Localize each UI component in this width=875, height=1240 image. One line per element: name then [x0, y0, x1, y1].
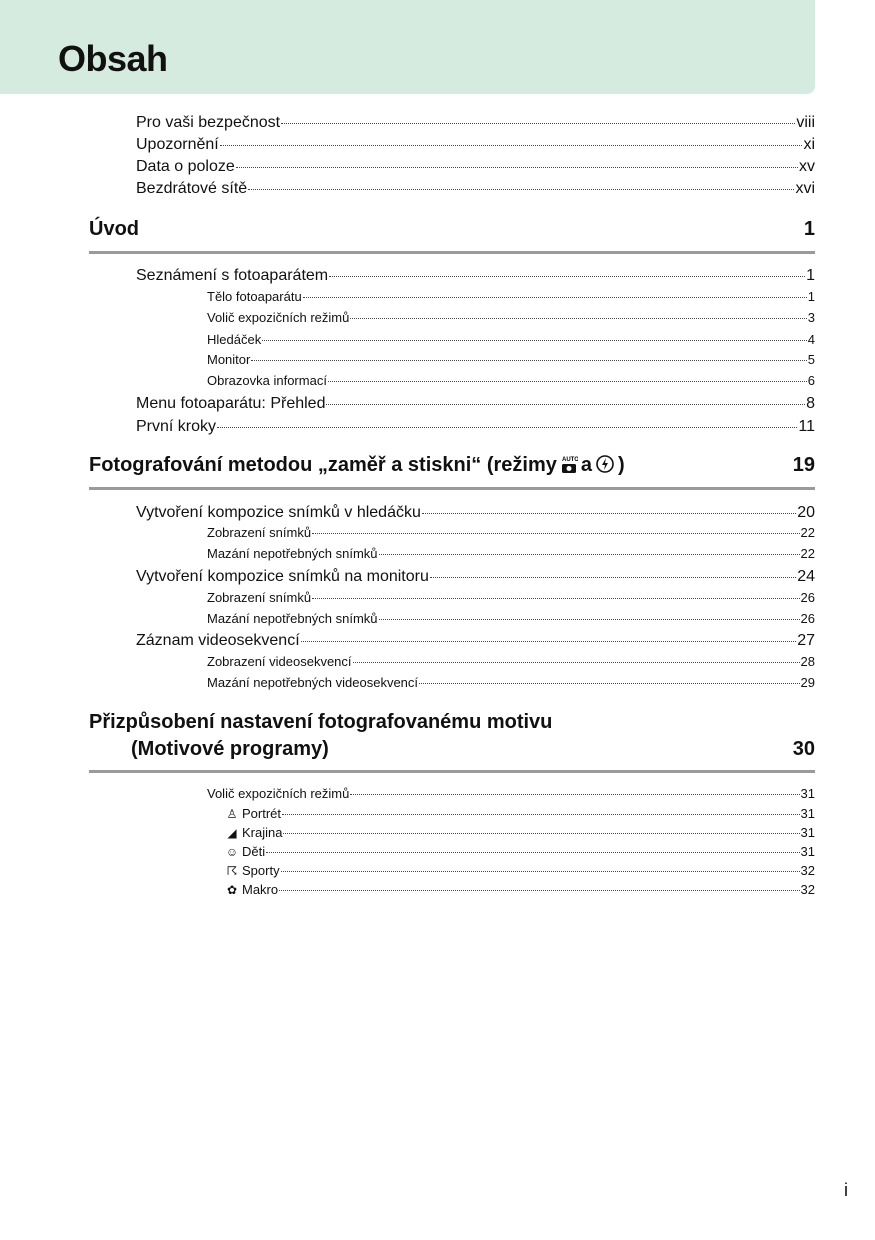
toc-entry[interactable] [207, 373, 815, 388]
dot-leader [312, 598, 799, 599]
dot-leader [248, 189, 794, 190]
toc-entry-label: Zobrazení videosekvencí [207, 654, 352, 669]
toc-entry-page: 11 [798, 418, 815, 435]
toc-entry[interactable] [207, 590, 815, 605]
toc-entry-label: Sporty [242, 863, 280, 878]
toc-entry-page: 32 [800, 863, 815, 878]
toc-entry-label: Obrazovka informací [207, 373, 327, 388]
page-title: Obsah [58, 38, 168, 79]
chapter-page: 19 [792, 454, 815, 476]
chapter-title-part: Fotografování metodou „zaměř a stiskni“ (režimy [89, 454, 557, 476]
chapter-page: 30 [792, 738, 815, 760]
chapter-page: 1 [803, 218, 815, 240]
toc-entry-label: Portrét [242, 806, 282, 821]
toc-entry-label: Děti [242, 844, 266, 859]
dot-leader [350, 318, 806, 319]
toc-entry-page: 28 [800, 654, 815, 669]
dot-leader [251, 360, 806, 361]
toc-entry[interactable] [225, 825, 815, 840]
chapter-heading[interactable] [89, 711, 815, 734]
toc-entry-page: 22 [800, 546, 815, 561]
dot-leader [281, 123, 795, 124]
toc-entry-label: Hledáček [207, 332, 262, 347]
dot-leader [312, 533, 799, 534]
toc-entry[interactable] [225, 844, 815, 859]
auto-mode-icon [560, 454, 578, 480]
dot-leader [220, 145, 803, 146]
toc-entry[interactable] [207, 654, 815, 669]
dot-leader [281, 871, 800, 872]
toc-entry[interactable] [136, 632, 815, 650]
toc-entry-label: Zobrazení snímků [207, 525, 312, 540]
page-number: i [844, 1180, 848, 1200]
toc-entry[interactable] [136, 180, 815, 198]
dot-leader [419, 683, 800, 684]
chapter-heading[interactable] [89, 454, 815, 480]
chapter-title-part: a [580, 454, 592, 476]
toc-entry-page: 24 [797, 568, 815, 585]
toc-entry-label: Bezdrátové sítě [136, 180, 248, 197]
toc-entry-label: Mazání nepotřebných videosekvencí [207, 675, 419, 690]
toc-entry[interactable] [136, 395, 815, 413]
chapter-title [89, 454, 625, 480]
toc-entry-label: Tělo fotoaparátu [207, 289, 302, 304]
child-icon: ☺ [225, 845, 239, 859]
toc-entry-label: Menu fotoaparátu: Přehled [136, 395, 326, 412]
toc-entry[interactable] [136, 267, 815, 285]
toc-entry-label: Krajina [242, 825, 283, 840]
toc-entry-page: viii [796, 114, 815, 131]
toc-entry[interactable] [207, 546, 815, 561]
toc-entry-page: 4 [807, 332, 815, 347]
toc-entry-label: Záznam videosekvencí [136, 632, 300, 649]
toc-entry-label: První kroky [136, 418, 217, 435]
toc-entry[interactable] [207, 525, 815, 540]
toc-entry-page: 6 [807, 373, 815, 388]
toc-entry-page: 32 [800, 882, 815, 897]
toc-entry[interactable] [136, 418, 815, 436]
toc-entry[interactable] [136, 504, 815, 522]
toc-entry-page: xv [799, 158, 815, 175]
toc-entry-page: 26 [800, 590, 815, 605]
dot-leader [328, 381, 807, 382]
toc-entry-page: 20 [797, 504, 815, 521]
toc-entry[interactable] [136, 114, 815, 132]
dot-leader [279, 890, 799, 891]
toc-entry-page: 27 [797, 632, 815, 649]
macro-icon: ✿ [226, 883, 238, 897]
dot-leader [379, 554, 800, 555]
toc-entry[interactable] [225, 806, 815, 821]
chapter-heading[interactable] [89, 218, 815, 241]
dot-leader [329, 276, 805, 277]
toc-entry-label: Seznámení s fotoaparátem [136, 267, 329, 284]
chapter-rule [89, 487, 815, 490]
dot-leader [236, 167, 798, 168]
flash-off-mode-icon [595, 454, 615, 480]
toc-entry-page: 31 [800, 806, 815, 821]
toc-entry-label: Vytvoření kompozice snímků na monitoru [136, 568, 429, 585]
toc-entry-label: Mazání nepotřebných snímků [207, 546, 378, 561]
toc-entry[interactable] [207, 611, 815, 626]
chapter-title-line2: (Motivové programy) [131, 738, 329, 760]
dot-leader [379, 619, 800, 620]
chapter-heading[interactable] [89, 738, 815, 761]
chapter-title-part: ) [618, 454, 625, 476]
toc-entry-label: Upozornění [136, 136, 219, 153]
toc-entry-label: Makro [242, 882, 279, 897]
dot-leader [350, 794, 799, 795]
portrait-icon: ♙ [226, 807, 238, 821]
toc-entry[interactable] [225, 863, 815, 878]
sports-icon: ☈ [226, 864, 238, 878]
toc-entry-label: Mazání nepotřebných snímků [207, 611, 378, 626]
toc-entry-label: Vytvoření kompozice snímků v hledáčku [136, 504, 421, 521]
toc-entry-page: 26 [800, 611, 815, 626]
toc-entry-label: Data o poloze [136, 158, 235, 175]
toc-entry[interactable] [207, 675, 815, 690]
dot-leader [422, 513, 796, 514]
toc-entry[interactable] [207, 786, 815, 801]
toc-entry-page: 31 [800, 786, 815, 801]
dot-leader [282, 814, 800, 815]
dot-leader [353, 662, 800, 663]
toc-entry[interactable] [207, 289, 815, 304]
toc-entry[interactable] [136, 568, 815, 586]
landscape-icon: ◢ [227, 826, 237, 840]
toc-entry[interactable] [207, 352, 815, 367]
dot-leader [301, 641, 797, 642]
toc-entry[interactable] [136, 158, 815, 176]
toc-entry-page: 3 [807, 310, 815, 325]
toc-entry-page: 31 [800, 844, 815, 859]
toc-entry-label: Volič expozičních režimů [207, 786, 350, 801]
dot-leader [283, 833, 799, 834]
toc-entry-label: Monitor [207, 352, 251, 367]
chapter-title: Přizpůsobení nastavení fotografovanému motivu [89, 711, 553, 733]
toc-entry-page: xi [803, 136, 815, 153]
chapter-rule [89, 251, 815, 254]
toc-entry[interactable] [136, 136, 815, 154]
dot-leader [326, 404, 805, 405]
toc-entry-page: 1 [807, 289, 815, 304]
dot-leader [430, 577, 796, 578]
dot-leader [266, 852, 799, 853]
dot-leader [262, 340, 807, 341]
toc-entry-page: 1 [806, 267, 815, 284]
dot-leader [217, 427, 797, 428]
toc-entry[interactable] [207, 310, 815, 325]
toc-entry-page: 31 [800, 825, 815, 840]
toc-entry-page: 8 [806, 395, 815, 412]
toc-entry-label: Volič expozičních režimů [207, 310, 350, 325]
chapter-title: Úvod [89, 218, 139, 240]
chapter-rule [89, 770, 815, 773]
toc-entry-page: xvi [795, 180, 815, 197]
toc-entry-page: 5 [807, 352, 815, 367]
toc-entry-page: 22 [800, 525, 815, 540]
toc-entry[interactable] [225, 882, 815, 897]
toc-entry-label: Pro vaši bezpečnost [136, 114, 281, 131]
toc-entry[interactable] [207, 332, 815, 347]
toc-entry-page: 29 [800, 675, 815, 690]
dot-leader [303, 297, 807, 298]
toc-entry-label: Zobrazení snímků [207, 590, 312, 605]
svg-text:AUTO: AUTO [561, 457, 578, 463]
